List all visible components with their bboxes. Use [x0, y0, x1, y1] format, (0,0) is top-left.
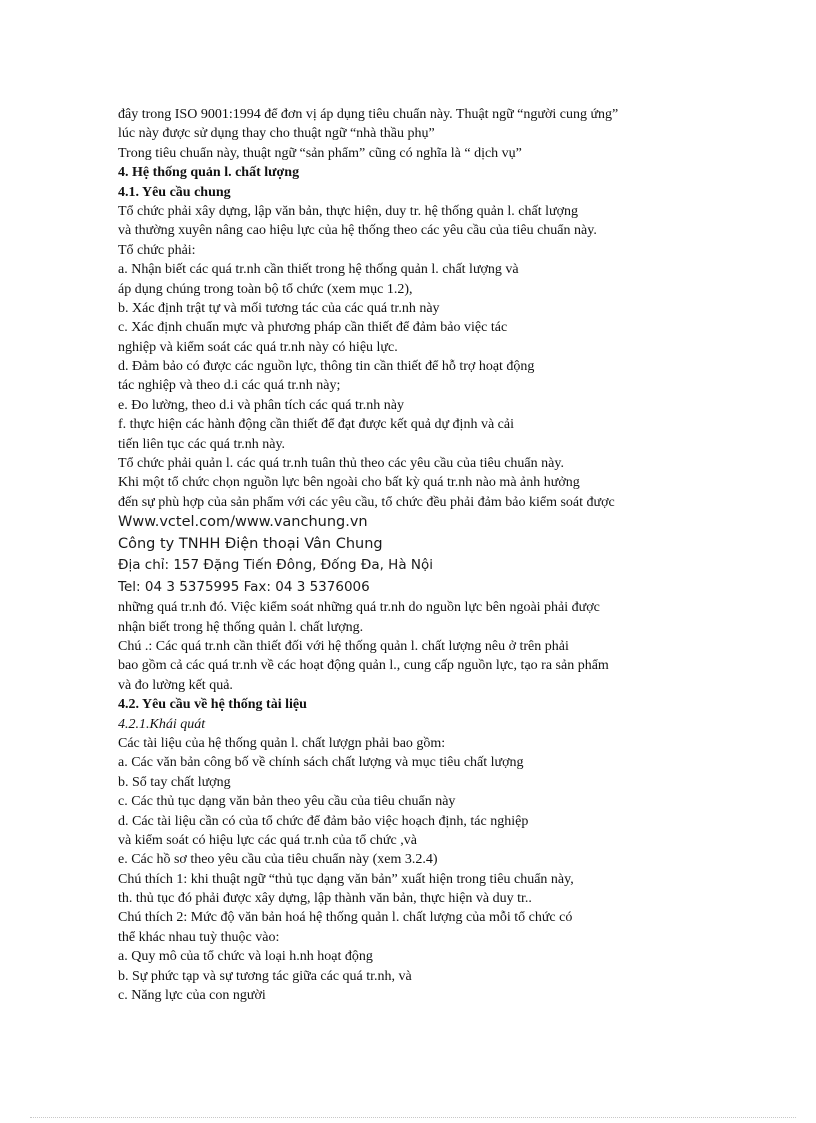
section-heading: 4.1. Yêu cầu chung: [118, 184, 231, 200]
text-line: đến sự phù hợp của sản phẩm với các yêu cầu, tổ chức đều phải đảm bảo kiểm soát được: [118, 494, 615, 510]
text-line: và thường xuyên nâng cao hiệu lực của hệ thống theo các yêu cầu của tiêu chuẩn này.: [118, 223, 597, 239]
text-line: và kiểm soát có hiệu lực các quá tr.nh của tổ chức ,và: [118, 832, 417, 848]
text-line: nhận biết trong hệ thống quản l. chất lượng.: [118, 619, 364, 635]
advertisement-line: Công ty TNHH Điện thoại Vân Chung: [118, 535, 383, 552]
text-line: f. thực hiện các hành động cần thiết để đạt được kết quả dự định và cải: [118, 417, 514, 433]
text-line: Tổ chức phải:: [118, 242, 196, 258]
text-line: b. Xác định trật tự và mối tương tác của các quá tr.nh này: [118, 300, 440, 316]
text-line: Chú thích 1: khi thuật ngữ “thủ tục dạng văn bản” xuất hiện trong tiêu chuẩn này,: [118, 871, 574, 887]
advertisement-line: Www.vctel.com/www.vanchung.vn: [118, 514, 368, 531]
text-line: a. Các văn bản công bố về chính sách chất lượng và mục tiêu chất lượng: [118, 755, 524, 771]
section-heading: 4. Hệ thống quản l. chất lượng: [118, 165, 300, 181]
text-line: Tổ chức phải xây dựng, lập văn bản, thực hiện, duy tr. hệ thống quản l. chất lượng: [118, 203, 578, 219]
text-line: lúc này được sử dụng thay cho thuật ngữ “nhà thầu phụ”: [118, 126, 435, 142]
text-line: bao gồm cả các quá tr.nh về các hoạt động quản l., cung cấp nguồn lực, tạo ra sản phẩm: [118, 658, 609, 674]
text-line: những quá tr.nh đó. Việc kiểm soát những quá tr.nh do nguồn lực bên ngoài phải được: [118, 600, 600, 616]
text-line: thể khác nhau tuỳ thuộc vào:: [118, 929, 280, 945]
text-line: a. Nhận biết các quá tr.nh cần thiết trong hệ thống quản l. chất lượng và: [118, 262, 519, 278]
advertisement-line: Tel: 04 3 5375995 Fax: 04 3 5376006: [118, 578, 370, 595]
text-line: th. thủ tục đó phải được xây dựng, lập thành văn bản, thực hiện và duy tr..: [118, 891, 532, 907]
text-line: đây trong ISO 9001:1994 để đơn vị áp dụng tiêu chuẩn này. Thuật ngữ “người cung ứng”: [118, 107, 619, 122]
text-line: tác nghiệp và theo d.i các quá tr.nh này;: [118, 378, 341, 394]
text-line: áp dụng chúng trong toàn bộ tổ chức (xem mục 1.2),: [118, 281, 413, 297]
text-line: và đo lường kết quả.: [118, 677, 233, 693]
text-line: Chú thích 2: Mức độ văn bản hoá hệ thống quản l. chất lượng của mỗi tổ chức có: [118, 910, 573, 926]
text-line: b. Sự phức tạp và sự tương tác giữa các quá tr.nh, và: [118, 968, 412, 984]
advertisement-line: Địa chỉ: 157 Đặng Tiến Đông, Đống Đa, Hà Nội: [118, 557, 433, 574]
text-line: c. Các thủ tục dạng văn bản theo yêu cầu của tiêu chuẩn này: [118, 794, 456, 810]
subsection-heading: 4.2.1.Khái quát: [118, 716, 206, 732]
text-line: b. Sổ tay chất lượng: [118, 774, 231, 790]
document-page: [118, 105, 718, 1005]
text-line: e. Đo lường, theo d.i và phân tích các quá tr.nh này: [118, 397, 404, 413]
text-line: c. Xác định chuẩn mực và phương pháp cần thiết để đảm bảo việc tác: [118, 320, 508, 336]
text-line: tiến liên tục các quá tr.nh này.: [118, 436, 286, 452]
text-line: d. Các tài liệu cần có của tổ chức để đảm bảo việc hoạch định, tác nghiệp: [118, 813, 529, 829]
section-heading: 4.2. Yêu cầu về hệ thống tài liệu: [118, 697, 307, 713]
text-line: nghiệp và kiểm soát các quá tr.nh này có hiệu lực.: [118, 339, 398, 355]
text-line: e. Các hồ sơ theo yêu cầu của tiêu chuẩn này (xem 3.2.4): [118, 852, 438, 868]
text-line: Khi một tổ chức chọn nguồn lực bên ngoài cho bất kỳ quá tr.nh nào mà ảnh hưởng: [118, 475, 580, 491]
text-line: Trong tiêu chuẩn này, thuật ngữ “sản phẩm” cũng có nghĩa là “ dịch vụ”: [118, 145, 522, 161]
text-line: Chú .: Các quá tr.nh cần thiết đối với hệ thống quản l. chất lượng nêu ở trên phải: [118, 638, 569, 654]
text-line: Tổ chức phải quản l. các quá tr.nh tuân thủ theo các yêu cầu của tiêu chuẩn này.: [118, 456, 564, 472]
text-line: c. Năng lực của con người: [118, 988, 266, 1004]
text-line: a. Quy mô của tổ chức và loại h.nh hoạt động: [118, 949, 373, 965]
text-line: d. Đảm bảo có được các nguồn lực, thông tin cần thiết để hỗ trợ hoạt động: [118, 359, 535, 375]
text-line: Các tài liệu của hệ thống quản l. chất lượgn phải bao gồm:: [118, 735, 446, 751]
page-bottom-divider: [30, 1117, 796, 1118]
